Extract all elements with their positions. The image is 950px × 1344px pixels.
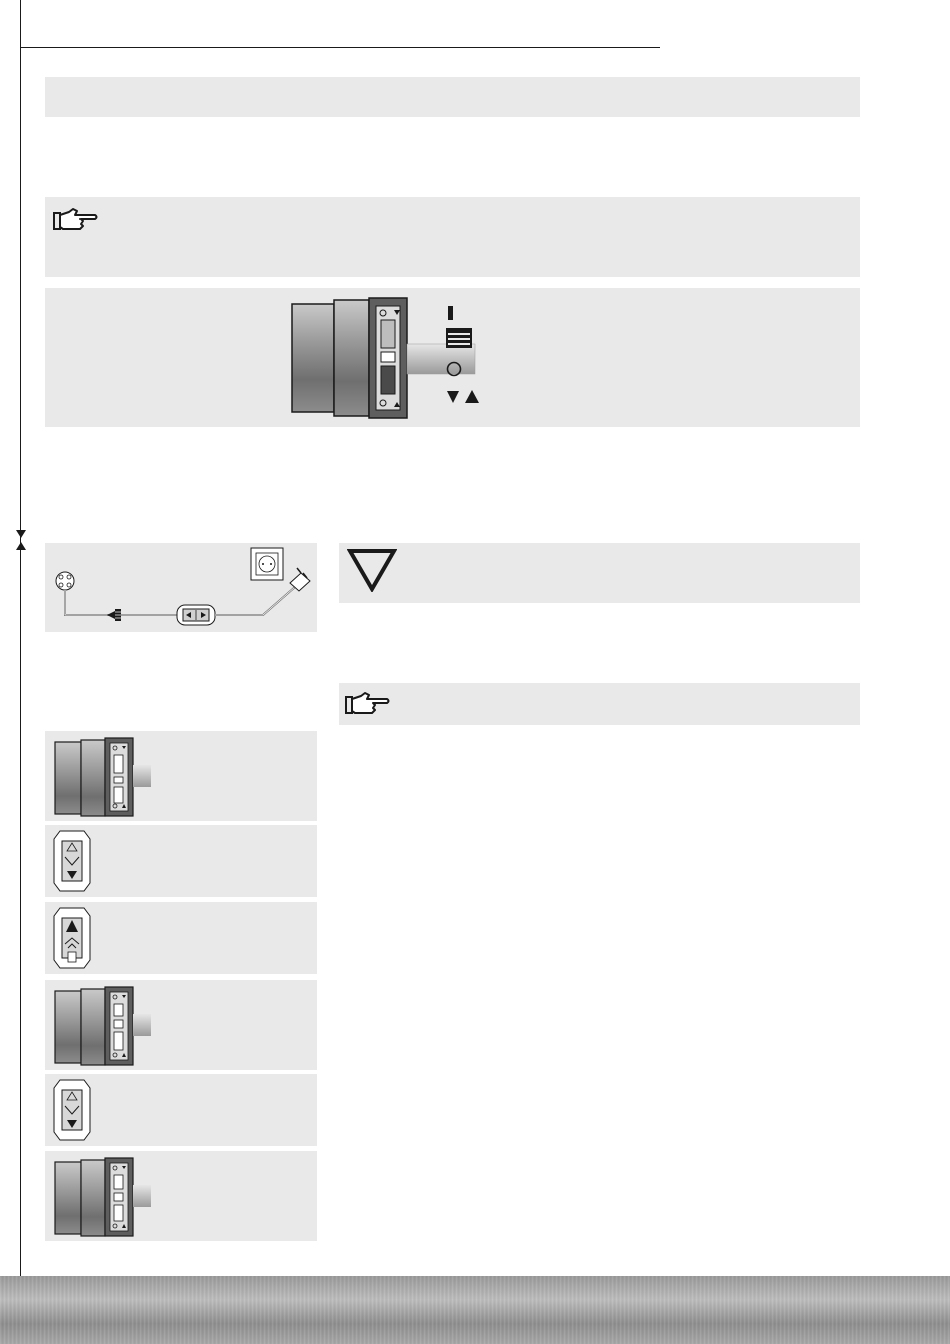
wiring-diagram: [45, 543, 317, 632]
note-panel-2: [339, 683, 860, 725]
stacked-bars-icon: [445, 327, 473, 349]
pointing-hand-icon: [53, 207, 99, 233]
rocker-switch-icon: [52, 1078, 92, 1142]
title-band: [45, 77, 860, 117]
motor-head-small-icon: [53, 986, 173, 1066]
motor-head-small-icon: [53, 737, 173, 817]
note-panel: [45, 197, 860, 277]
bar-icon: [445, 305, 459, 321]
wiring-diagram-panel: [45, 543, 317, 632]
margin-rule: [20, 0, 21, 1276]
rocker-switch-up-icon: [52, 906, 92, 970]
header-rule: [20, 47, 660, 48]
step-motor-panel-2: [45, 980, 317, 1070]
down-up-triangles-icon: [445, 388, 481, 406]
footer-band: [0, 1276, 950, 1344]
step-motor-panel-3: [45, 1151, 317, 1241]
circle-icon: [445, 360, 463, 378]
step-switch-panel-2: [45, 902, 317, 974]
motor-head-small-icon: [53, 1157, 173, 1237]
warning-triangle-icon: [347, 548, 397, 592]
section-marker-icon: [14, 528, 28, 552]
warning-panel: [339, 543, 860, 603]
pointing-hand-icon: [345, 691, 391, 717]
step-switch-panel-3: [45, 1074, 317, 1146]
rocker-switch-icon: [52, 829, 92, 893]
step-motor-panel-1: [45, 731, 317, 821]
step-switch-panel-1: [45, 825, 317, 897]
